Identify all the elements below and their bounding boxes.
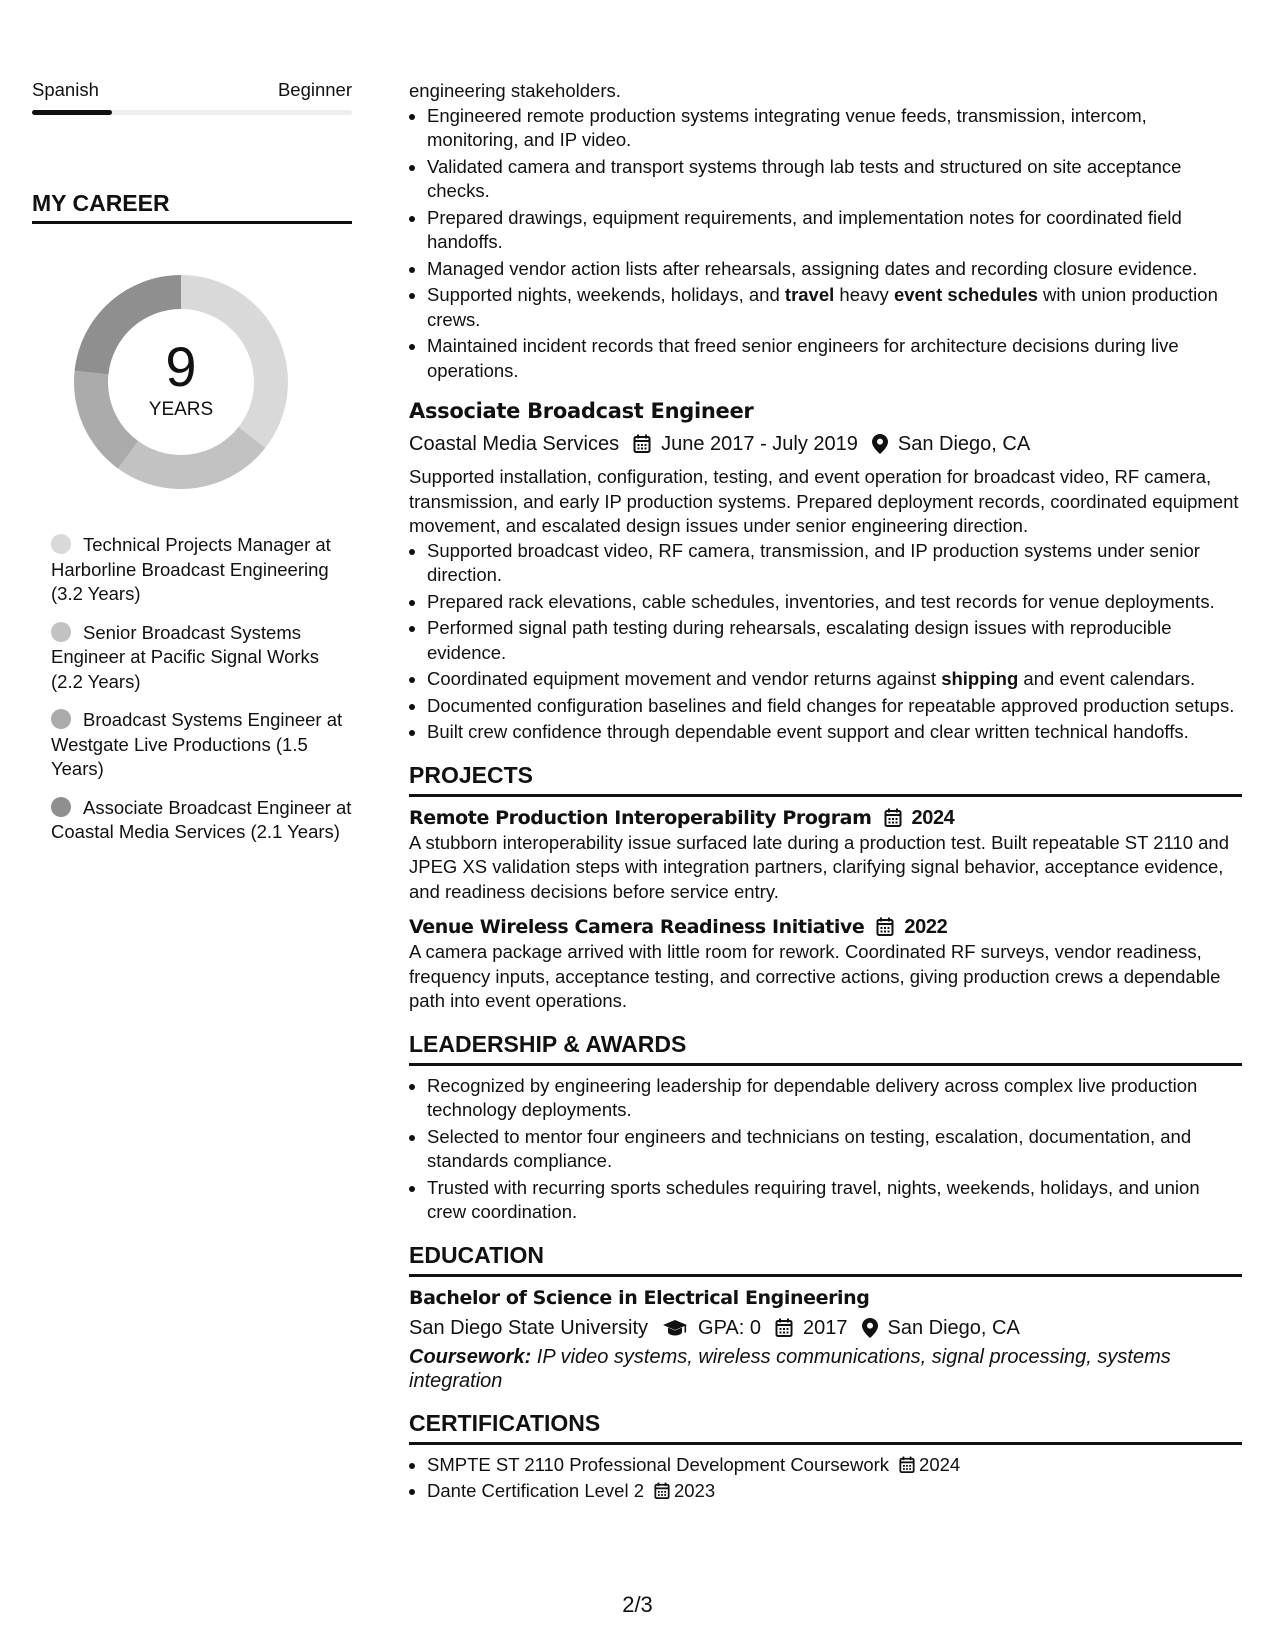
coursework-label: Coursework: <box>409 1345 532 1368</box>
list-item: • Built crew confidence through dependable event support and clear written technical handoffs. <box>427 720 1242 745</box>
graduation-year: 2017 <box>803 1316 848 1339</box>
text: Supported nights, weekends, holidays, and <box>427 284 785 305</box>
coursework-text: IP video systems, wireless communications, signal processing, systems integration <box>409 1345 1171 1392</box>
calendar-icon <box>899 1456 915 1474</box>
certifications-heading: CERTIFICATIONS <box>409 1409 1242 1445</box>
project-title: Remote Production Interoperability Program <box>409 806 872 829</box>
legend-label: Associate Broadcast Engineer at Coastal Media Services (2.1 Years) <box>51 796 352 842</box>
list-item: • Supported broadcast video, RF camera, transmission, and IP production systems under senior direction. <box>427 539 1242 588</box>
calendar-icon <box>884 808 902 828</box>
project-title-row <box>409 914 1242 940</box>
job-dates: June 2017 - July 2019 <box>661 433 858 455</box>
list-item: • Prepared rack elevations, cable schedules, inventories, and test records for venue deployments. <box>427 590 1242 615</box>
career-total-years: 9 <box>165 335 197 398</box>
calendar-icon <box>775 1318 793 1338</box>
school-name: San Diego State University <box>409 1316 649 1339</box>
page-number: 2/3 <box>622 1592 653 1617</box>
legend-dot <box>51 534 71 554</box>
project-title-row <box>409 805 1242 831</box>
list-item: • Prepared drawings, equipment requirements, and implementation notes for coordinated field handoffs. <box>427 206 1242 255</box>
legend-label: Broadcast Systems Engineer at Westgate Live Productions (1.5 Years) <box>51 709 343 779</box>
list-item: • Managed vendor action lists after rehearsals, assigning dates and recording closure evidence. <box>427 257 1242 282</box>
list-item: • Performed signal path testing during rehearsals, escalating design issues with reproducible evidence. <box>427 616 1242 665</box>
list-item <box>427 667 1242 692</box>
list-item: • Validated camera and transport systems through lab tests and structured on site acceptance checks. <box>427 155 1242 204</box>
gpa: GPA: 0 <box>698 1316 762 1339</box>
school-location: San Diego, CA <box>887 1316 1020 1339</box>
map-pin-icon <box>872 434 888 454</box>
education-meta <box>409 1315 1242 1341</box>
projects-heading: PROJECTS <box>409 761 1242 797</box>
bold-text: travel <box>784 284 835 305</box>
previous-job-bullets <box>409 104 1242 384</box>
legend-item <box>51 533 352 607</box>
list-item <box>427 1479 1242 1504</box>
text: heavy <box>834 284 894 305</box>
calendar-icon <box>633 434 651 454</box>
certification-year: 2023 <box>673 1480 716 1501</box>
certifications-list <box>409 1453 1242 1504</box>
awards-heading: LEADERSHIP & AWARDS <box>409 1030 1242 1066</box>
legend-item <box>51 708 352 782</box>
language-level: Beginner <box>277 79 352 100</box>
awards-list <box>409 1074 1242 1225</box>
list-item: • Maintained incident records that freed senior engineers for architecture decisions during live operations. <box>427 334 1242 383</box>
certification-year: 2024 <box>919 1453 961 1475</box>
map-pin-icon <box>862 1318 878 1338</box>
language-row <box>32 78 352 102</box>
project-year: 2024 <box>911 806 955 829</box>
language-proficiency-bar <box>32 110 352 115</box>
list-item: • Selected to mentor four engineers and technicians on testing, escalation, documentation, and standards compliance. <box>427 1125 1242 1174</box>
list-item <box>427 283 1242 332</box>
career-legend <box>32 533 352 845</box>
list-item: • Trusted with recurring sports schedules requiring travel, nights, weekends, holidays, and union crew coordination. <box>427 1176 1242 1225</box>
career-heading: MY CAREER <box>32 189 352 224</box>
certification-name: Dante Certification Level 2 <box>427 1480 644 1501</box>
coursework <box>409 1345 1242 1393</box>
bold-text: shipping <box>941 668 1019 689</box>
calendar-icon <box>654 1482 670 1500</box>
legend-label: Senior Broadcast Systems Engineer at Pacific Signal Works (2.2 Years) <box>51 621 320 692</box>
text: Coordinated equipment movement and vendor returns against <box>427 668 942 689</box>
career-total-unit: YEARS <box>148 399 214 420</box>
project-title: Venue Wireless Camera Readiness Initiative <box>409 916 865 938</box>
legend-dot <box>51 709 71 729</box>
list-item <box>427 1453 1242 1478</box>
legend-dot <box>51 622 71 642</box>
job-location: San Diego, CA <box>897 433 1031 455</box>
project-year: 2022 <box>904 916 948 938</box>
previous-job-continuation: engineering stakeholders. <box>409 80 621 101</box>
language-name: Spanish <box>32 79 99 100</box>
calendar-icon <box>876 917 894 937</box>
degree-title: Bachelor of Science in Electrical Engineering <box>409 1286 870 1309</box>
career-donut-chart <box>66 267 296 497</box>
bold-text: event schedules <box>893 284 1038 305</box>
job-meta <box>409 431 1242 457</box>
legend-item <box>51 621 352 695</box>
education-heading: EDUCATION <box>409 1241 1242 1277</box>
sidebar <box>32 78 352 859</box>
project-description: A camera package arrived with little room for rework. Coordinated RF surveys, vendor readiness, frequency inputs, acceptance testing, and corrective actions, giving production crews a dependable path into event operations. <box>409 941 1221 1011</box>
language-proficiency-fill <box>32 110 112 115</box>
job-bullets <box>409 539 1242 745</box>
list-item: • Recognized by engineering leadership for dependable delivery across complex live production technology deployments. <box>427 1074 1242 1123</box>
list-item: • Documented configuration baselines and field changes for repeatable approved production setups. <box>427 694 1242 719</box>
legend-item <box>51 796 352 845</box>
main-content <box>409 79 1242 1506</box>
job-company: Coastal Media Services <box>409 433 620 455</box>
legend-dot <box>51 797 71 817</box>
certification-name: SMPTE ST 2110 Professional Development Coursework <box>427 1453 890 1475</box>
graduation-cap-icon <box>662 1318 688 1338</box>
text: and event calendars. <box>1018 668 1196 689</box>
job-summary: Supported installation, configuration, testing, and event operation for broadcast video, RF camera, transmission, and early IP production systems. Prepared deployment records, coordinated equipment movement, and escalated design issues under senior engineering direction. <box>409 466 1239 536</box>
legend-label: Technical Projects Manager at Harborline Broadcast Engineering (3.2 Years) <box>51 534 331 604</box>
list-item: • Engineered remote production systems integrating venue feeds, transmission, intercom, monitoring, and IP video. <box>427 104 1242 153</box>
project-description: A stubborn interoperability issue surfaced late during a production test. Built repeatable ST 2110 and JPEG XS validation steps with integration partners, clarifying signal behavior, acceptance evidence, and readiness decisions before service entry. <box>409 831 1229 902</box>
donut-slice <box>118 427 265 489</box>
job-title: Associate Broadcast Engineer <box>409 399 754 423</box>
text: with union production crews. <box>427 284 1218 330</box>
